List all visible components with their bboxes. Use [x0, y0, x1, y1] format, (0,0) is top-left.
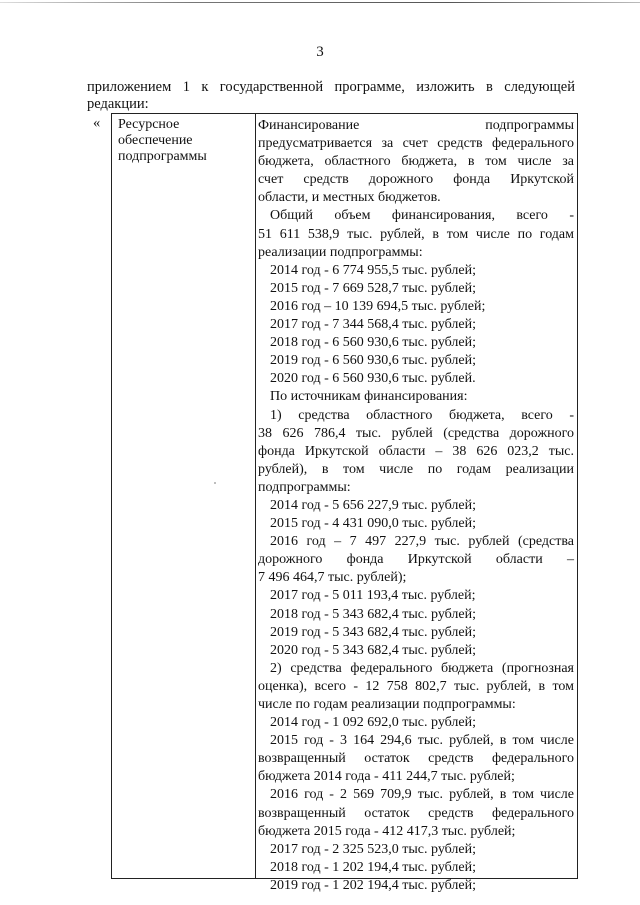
- scan-speck: [214, 482, 216, 484]
- content-line: рублей), в том числе по годам реализации: [258, 461, 574, 477]
- content-line: 2020 год - 5 343 682,4 тыс. рублей;: [270, 642, 477, 658]
- content-line: числе по годам реализации подпрограммы:: [258, 697, 516, 712]
- content-line: 2014 год - 5 656 227,9 тыс. рублей;: [270, 497, 477, 513]
- content-line: 2020 год - 6 560 930,6 тыс. рублей.: [270, 371, 476, 387]
- content-line: Общий объем финансирования, всего -: [270, 208, 574, 224]
- content-line: 2016 год - 2 569 709,9 тыс. рублей, в том числе: [270, 787, 574, 803]
- content-line: 2019 год - 6 560 930,6 тыс. рублей;: [270, 353, 477, 369]
- content-line: 1) средства областного бюджета, всего -: [270, 407, 574, 423]
- content-line: 2015 год - 3 164 294,6 тыс. рублей, в том числе: [270, 733, 574, 749]
- content-line: 2018 год - 5 343 682,4 тыс. рублей;: [270, 606, 477, 622]
- table-content-cell: [258, 117, 574, 895]
- page-number: 3: [316, 44, 324, 60]
- content-line: возвращенный остаток средств федерального: [258, 805, 574, 821]
- table-column-divider: [255, 114, 256, 878]
- content-line: 2014 год - 1 092 692,0 тыс. рублей;: [270, 715, 477, 731]
- content-line: 2017 год - 5 011 193,4 тыс. рублей;: [270, 588, 476, 604]
- content-line: 2) средства федерального бюджета (прогнозная: [270, 660, 574, 676]
- content-line: реализации подпрограммы:: [258, 244, 423, 260]
- intro-text-line-2: редакции:: [87, 96, 149, 112]
- content-line: оценка), всего - 12 758 802,7 тыс. рублей, в том: [258, 678, 574, 694]
- content-line: По источникам финансирования:: [270, 389, 468, 405]
- content-line: 2018 год - 6 560 930,6 тыс. рублей;: [270, 335, 477, 351]
- content-line: 2017 год - 7 344 568,4 тыс. рублей;: [270, 317, 477, 333]
- content-line: 2018 год - 1 202 194,4 тыс. рублей;: [270, 859, 477, 875]
- content-line: 7 496 464,7 тыс. рублей);: [258, 570, 407, 586]
- content-line: области, и местных бюджетов.: [258, 190, 441, 206]
- intro-text-line-1: приложением 1 к государственной программе, изложить в следующей: [87, 79, 575, 95]
- content-line: 2017 год - 2 325 523,0 тыс. рублей;: [270, 841, 477, 857]
- scan-top-edge: [0, 2, 640, 3]
- content-line: 2014 год - 6 774 955,5 тыс. рублей;: [270, 262, 477, 278]
- content-line: фонда Иркутской области – 38 626 023,2 тыс.: [258, 443, 574, 459]
- opening-quote-mark: «: [93, 115, 101, 131]
- content-line: предусматривается за счет средств федерального: [258, 136, 574, 152]
- content-line: 2019 год - 5 343 682,4 тыс. рублей;: [270, 624, 477, 640]
- content-line: 51 611 538,9 тыс. рублей, в том числе по годам: [258, 226, 574, 242]
- content-line: 2015 год - 7 669 528,7 тыс. рублей;: [270, 280, 477, 296]
- table-label-cell: Ресурсное обеспечение подпрограммы: [118, 117, 207, 165]
- content-line: 2019 год - 1 202 194,4 тыс. рублей;: [270, 877, 477, 893]
- content-line: Финансирование подпрограммы: [258, 118, 574, 133]
- content-line: бюджета, областного бюджета, в том числе за: [258, 154, 574, 170]
- content-line: 2015 год - 4 431 090,0 тыс. рублей;: [270, 516, 477, 532]
- content-line: счет средств дорожного фонда Иркутской: [258, 172, 574, 188]
- content-line: дорожного фонда Иркутской области –: [258, 552, 574, 568]
- content-line: возвращенный остаток средств федерального: [258, 751, 574, 767]
- content-line: бюджета 2015 года - 412 417,3 тыс. рублей;: [258, 823, 516, 839]
- content-line: 38 626 786,4 тыс. рублей (средства дорожного: [258, 425, 574, 441]
- resource-table: [111, 113, 578, 893]
- content-line: подпрограммы:: [258, 479, 351, 495]
- content-line: 2016 год – 7 497 227,9 тыс. рублей (средства: [270, 534, 574, 550]
- content-line: 2016 год – 10 139 694,5 тыс. рублей;: [270, 298, 486, 314]
- content-line: бюджета 2014 года - 411 244,7 тыс. рублей;: [258, 769, 515, 785]
